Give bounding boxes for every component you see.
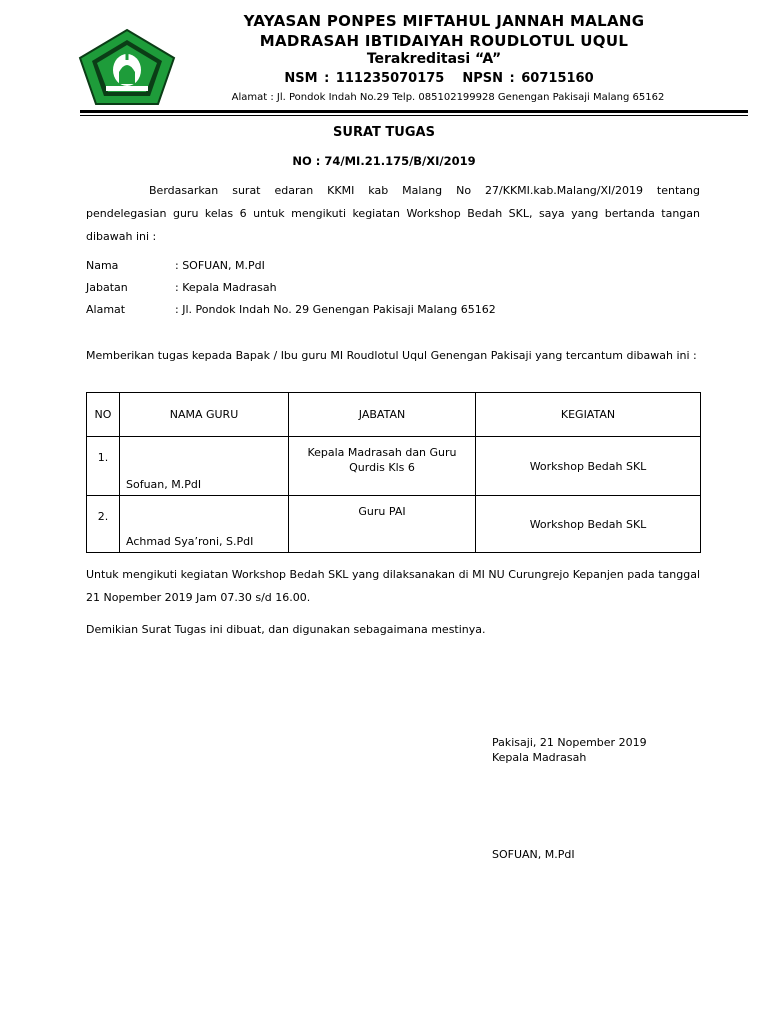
cell-no: 2. [87, 496, 120, 553]
identity-value: : Jl. Pondok Indah No. 29 Genengan Pakisaji Malang 65162 [175, 303, 496, 316]
cell-no: 1. [87, 437, 120, 496]
letterhead-divider-thick [80, 110, 748, 113]
school-codes [0, 71, 768, 86]
table-header-row [87, 393, 701, 437]
table-row [87, 437, 701, 496]
identity-value: : SOFUAN, M.PdI [175, 259, 265, 272]
cell-jabatan: Kepala Madrasah dan Guru Qurdis Kls 6 [289, 437, 476, 496]
header-nama-guru: NAMA GURU [120, 393, 289, 437]
document-number: NO : 74/MI.21.175/B/XI/2019 [292, 154, 476, 168]
signature-position: Kepala Madrasah [492, 751, 587, 764]
identity-value: : Kepala Madrasah [175, 281, 277, 294]
signature-place-date: Pakisaji, 21 Nopember 2019 [492, 736, 647, 749]
school-address: Alamat : Jl. Pondok Indah No.29 Telp. 085102199928 Genengan Pakisaji Malang 65162 [231, 92, 665, 103]
cell-nama: Sofuan, M.PdI [120, 437, 289, 496]
cell-kegiatan: Workshop Bedah SKL [476, 437, 701, 496]
header-no: NO [87, 393, 120, 437]
table-row [87, 496, 701, 553]
header-jabatan: JABATAN [289, 393, 476, 437]
signature-name: SOFUAN, M.PdI [492, 848, 575, 861]
nsm-code: NSM : 111235070175 [284, 71, 445, 86]
letterhead-divider-thin [80, 115, 748, 116]
npsn-code: NPSN : 60715160 [462, 71, 594, 86]
identity-label: Alamat [86, 303, 126, 316]
cell-jabatan: Guru PAI [289, 496, 476, 553]
school-name: MADRASAH IBTIDAIYAH ROUDLOTUL UQUL [259, 32, 629, 50]
cell-nama: Achmad Sya’roni, S.PdI [120, 496, 289, 553]
header-kegiatan: KEGIATAN [476, 393, 701, 437]
identity-label: Jabatan [86, 281, 128, 294]
intro-paragraph: Berdasarkan surat edaran KKMI kab Malang No 27/KKMI.kab.Malang/XI/2019 tentang pendelegasian guru kelas 6 untuk mengikuti kegiatan Workshop Bedah SKL, saya yang bertanda tangan dibawah ini : [86, 184, 700, 243]
accreditation-status: Terakreditasi “A” [366, 51, 502, 67]
identity-label: Nama [86, 259, 119, 272]
document-title: SURAT TUGAS [333, 125, 435, 140]
foundation-name: YAYASAN PONPES MIFTAHUL JANNAH MALANG [243, 12, 645, 30]
event-paragraph: Untuk mengikuti kegiatan Workshop Bedah SKL yang dilaksanakan di MI NU Curungrejo Kepanjen pada tanggal 21 Nopember 2019 Jam 07.30 s/d 16.00. [86, 568, 700, 604]
cell-kegiatan: Workshop Bedah SKL [476, 496, 701, 553]
closing-paragraph: Demikian Surat Tugas ini dibuat, dan digunakan sebagaimana mestinya. [86, 623, 486, 636]
assignment-table [86, 392, 701, 553]
assignment-paragraph: Memberikan tugas kepada Bapak / Ibu guru MI Roudlotul Uqul Genengan Pakisaji yang tercantum dibawah ini : [86, 349, 697, 362]
